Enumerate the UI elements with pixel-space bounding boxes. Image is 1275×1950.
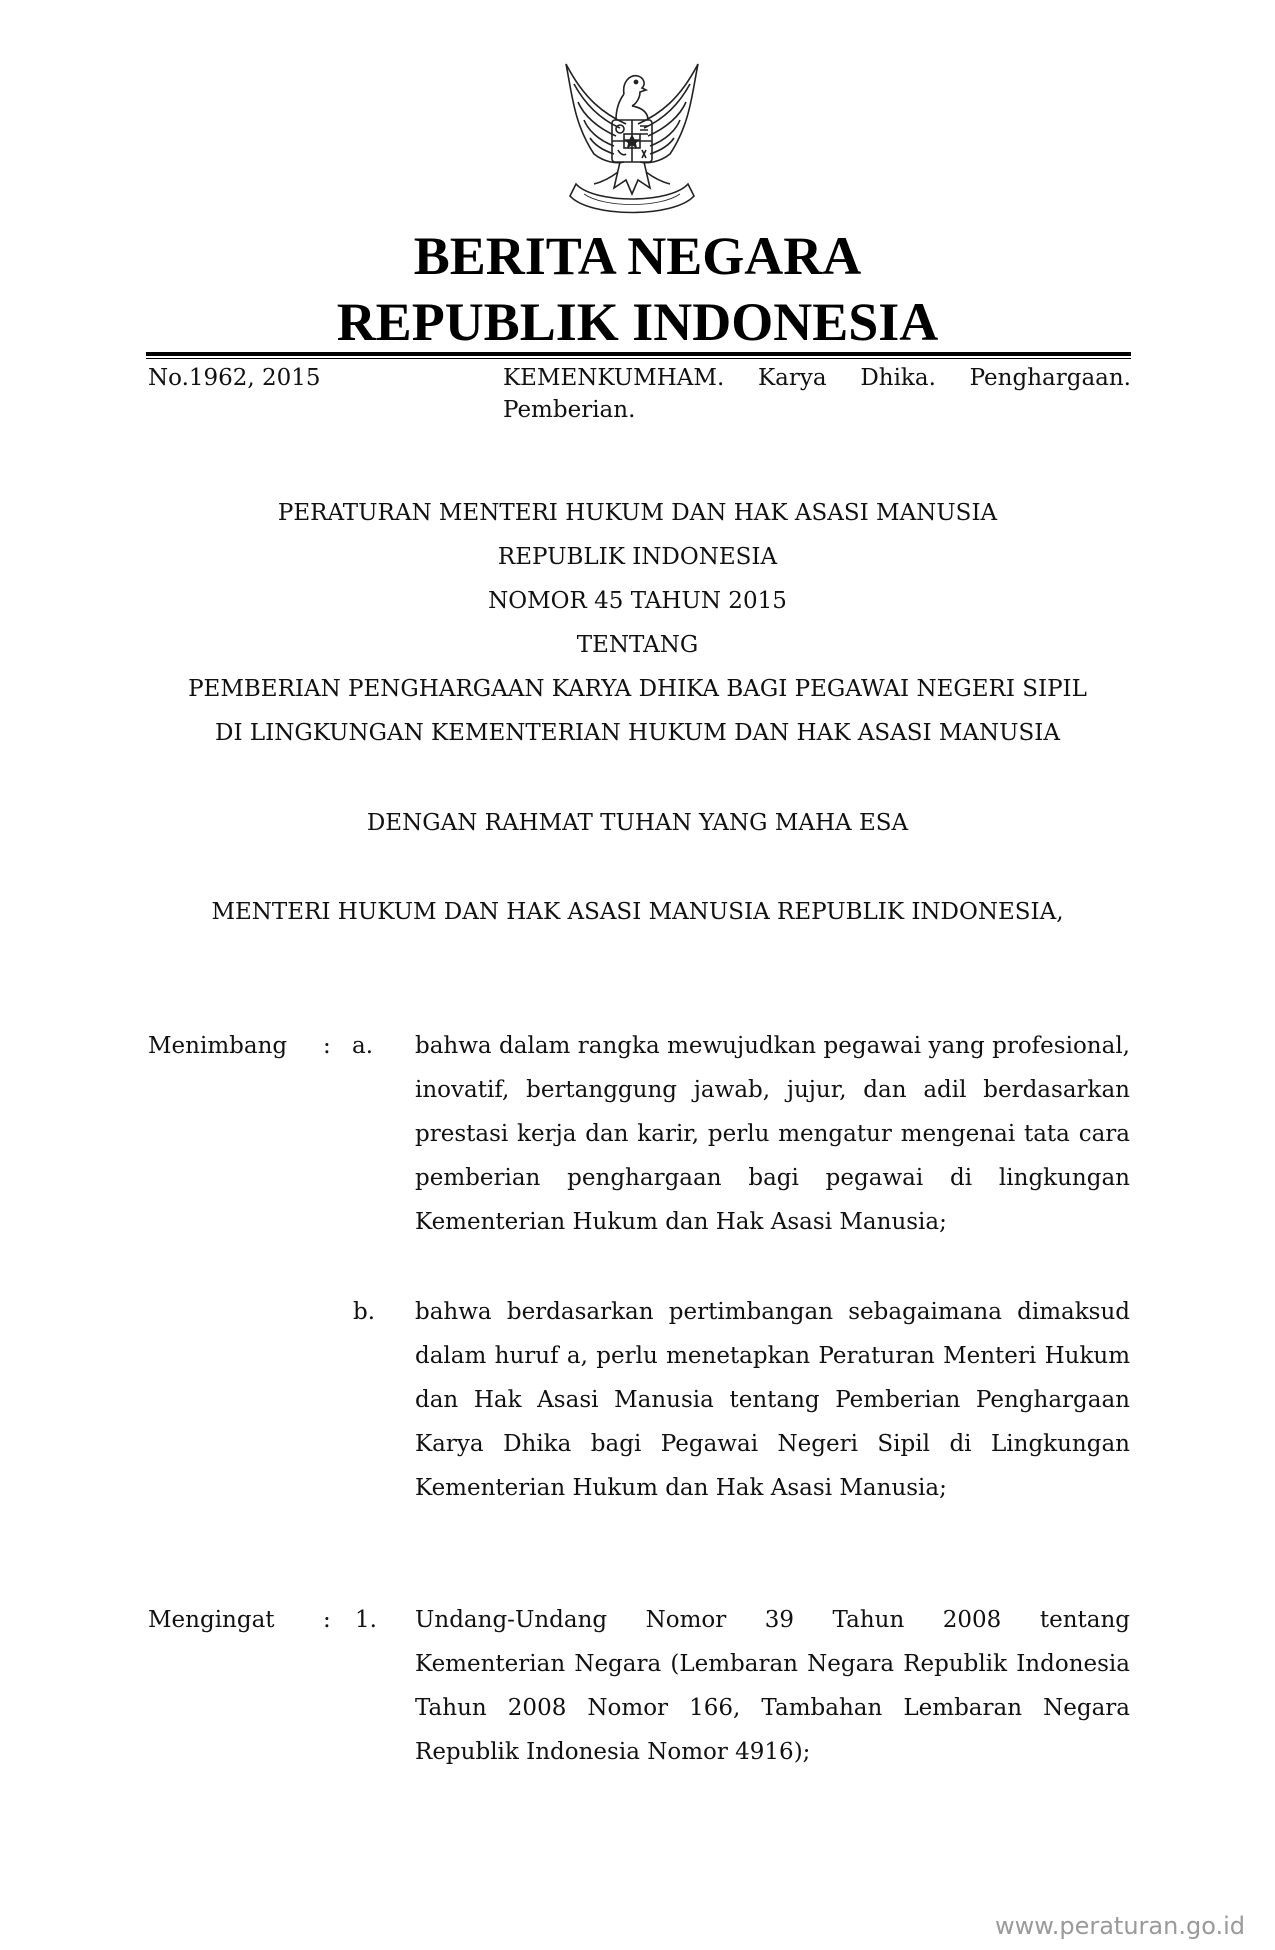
mengingat-item-marker: 1. <box>355 1607 377 1633</box>
regulation-number: NOMOR 45 TAHUN 2015 <box>488 588 787 614</box>
masthead-title: BERITA NEGARA <box>413 226 862 286</box>
source-watermark: www.peraturan.go.id <box>995 1912 1245 1940</box>
masthead-rule-thin <box>146 358 1131 359</box>
menimbang-item-text: bahwa berdasarkan pertimbangan sebagaimana dimaksud dalam huruf a, perlu menetapkan Peraturan Menteri Hukum dan Hak Asasi Manusia tentang Pemberian Penghargaan Karya Dhika bagi Pegawai Negeri Sipil di Lingkungan Kementerian Hukum dan Hak Asasi Manusia; <box>415 1299 1130 1501</box>
menimbang-item-text: bahwa dalam rangka mewujudkan pegawai yang profesional, inovatif, bertanggung jawab, jujur, dan adil berdasarkan prestasi kerja dan karir, perlu mengatur mengenai tata cara pemberian penghargaan bagi pegawai di lingkungan Kementerian Hukum dan Hak Asasi Manusia; <box>415 1033 1130 1235</box>
mengingat-colon: : <box>323 1607 331 1633</box>
regulation-subject-line: DI LINGKUNGAN KEMENTERIAN HUKUM DAN HAK ASASI MANUSIA <box>215 720 1060 746</box>
regulation-title-line: REPUBLIK INDONESIA <box>497 544 778 570</box>
menimbang-item-marker: a. <box>352 1033 374 1059</box>
regulation-title-line: PERATURAN MENTERI HUKUM DAN HAK ASASI MANUSIA <box>277 500 998 526</box>
mengingat-label: Mengingat <box>148 1607 275 1633</box>
gazette-number: No.1962, 2015 <box>148 365 321 391</box>
masthead-rule-thick <box>146 352 1131 356</box>
regulation-tentang: TENTANG <box>576 632 699 658</box>
garuda-emblem-icon <box>554 54 710 226</box>
issuer: MENTERI HUKUM DAN HAK ASASI MANUSIA REPUBLIK INDONESIA, <box>211 899 1064 925</box>
masthead-subtitle: REPUBLIK INDONESIA <box>336 292 939 352</box>
invocation: DENGAN RAHMAT TUHAN YANG MAHA ESA <box>366 810 909 836</box>
regulation-subject-line: PEMBERIAN PENGHARGAAN KARYA DHIKA BAGI PEGAWAI NEGERI SIPIL <box>188 676 1087 702</box>
menimbang-label: Menimbang <box>148 1033 288 1059</box>
mengingat-item-text: Undang-Undang Nomor 39 Tahun 2008 tentang Kementerian Negara (Lembaran Negara Republik Indonesia Tahun 2008 Nomor 166, Tambahan Lembaran Negara Republik Indonesia Nomor 4916); <box>415 1607 1130 1765</box>
menimbang-colon: : <box>323 1033 331 1059</box>
menimbang-item-marker: b. <box>353 1299 376 1325</box>
gazette-subject: KEMENKUMHAM. Karya Dhika. Penghargaan. Pemberian. <box>503 365 1131 423</box>
